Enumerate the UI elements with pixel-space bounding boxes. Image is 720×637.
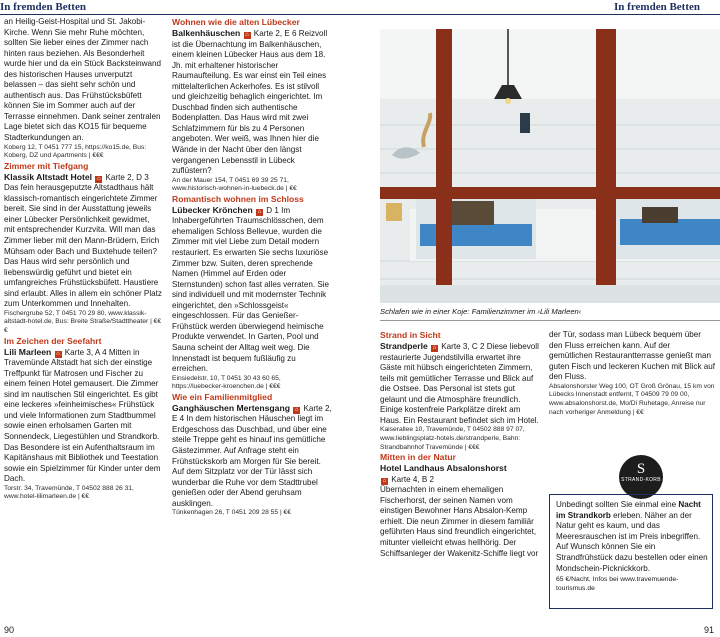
- header-rule: [0, 14, 720, 15]
- house-icon: ⌂: [56, 350, 60, 357]
- entry-body: [380, 341, 540, 426]
- entry-address: Fischergrube 52, T 0451 70 29 80, www.klassik-altstadt-hotel.de, Bus: Breite Straße/Stadttheater | €€€: [4, 309, 162, 335]
- entry-name: Klassik Altstadt Hotel: [4, 171, 93, 182]
- entry-name: Balkenhäuschen: [172, 28, 241, 38]
- column-2: [172, 17, 332, 518]
- section-heading: Wohnen wie die alten Lübecker: [172, 17, 300, 27]
- map-ref: Karte 4, B 2: [391, 474, 434, 484]
- entry-address: Tünkenhagen 26, T 0451 209 28 55 | €€: [172, 509, 291, 517]
- entry-address: Koberg 12, T 0451 777 15, https://ko15.de, Bus: Koberg, DZ und Apartments | €€€: [4, 143, 147, 160]
- bunk-room-photo: [380, 29, 720, 303]
- map-ref: Karte 2, D 3: [105, 172, 149, 182]
- entry-text: Reizvoll ist die Übernachtung im Balkenhäuschen, einem kleinen Lübecker Haus aus dem 18. Jh. mit erhaltener historischer Raumaufteilung. Es war einst ein Teil eines mittelalterlichen Ackerhofes. Es ist stilvoll und gleichzeitig behaglich eingerichtet. Im Duschbad finden sich authentische Bodenplatten. Das Haus wird mit zwei Schlafzimmern für bis zu 4 Personen angeboten. Wer weiß, was Ihnen hier die Wände in der Nacht über den längst vergangenen Lebensstil in Lübeck zuflüstern?: [172, 29, 328, 176]
- running-header-left: In fremden Betten: [0, 1, 86, 13]
- page-number-left: 90: [4, 625, 15, 635]
- entry-body: [172, 28, 332, 177]
- info-pre: Unbedingt sollten Sie einmal eine: [556, 500, 677, 509]
- entry-address: An der Mauer 154, T 0451 69 39 25 71, www.historisch-wohnen-in-luebeck.de | €€: [172, 176, 297, 193]
- intro-text: an Heilig-Geist-Hospital und St. Jakobi-Kirche. Wenn Sie mehr Ruhe möchten, sollten Sie lieber eines der Zimmer nach hinten raus beziehen. Als Besonderheit wurde hier und da ein Stück Backsteinwand des historischen Hauses unverputzt belassen – das sieht sehr schön und authentisch aus. Das Frühstücksbüfett können Sie im Sommer auch auf der Terrasse einnehmen. Dank seiner zentralen Lage bietet sich das KO15 für bequeme Stadterkundungen an.: [4, 17, 162, 143]
- house-icon: ⌂: [382, 477, 387, 484]
- entry-text: Das fein herausgeputzte Altstadthaus hält klassisch-romantisch eingerichtete Zimmer bereit. Sie sind in der Ausstattung jeweils einer Lübecker Persönlichkeit gewidmet, mit entsprechender Kurzvita. Will man das Zimmer lieber mit den Mann-Brüdern, Erich Mühsam oder Bach und Buxtehude teilen? Das Haus wird sehr persönlich und liebenswürdig geführt und bietet ein umfangreiches Frühstücksbüfett. Haustiere sind erlaubt. Alles in allem ein schöner Platz zum Unterkommen und Innehalten.: [4, 183, 162, 309]
- bunk-room-illustration: [380, 29, 720, 303]
- entry-address: Kaiserallee 10, Travemünde, T 04502 888 97 07, www.lieblingsplatz-hotels.de/strandperle, Bahn: Strandbahnhof Travemünde | €€€: [380, 426, 525, 451]
- entry-name: Hotel Landhaus Absalonshorst: [380, 463, 507, 474]
- entry-body: [172, 205, 332, 375]
- section-heading: Wie ein Familienmitglied: [172, 391, 273, 402]
- strandkorb-logo: [619, 455, 663, 499]
- column-3: [380, 330, 540, 559]
- section-heading: Romantisch wohnen im Schloss: [172, 193, 304, 204]
- photo-caption: Schlafen wie in einer Koje: Familienzimmer im ›Lili Marleen‹: [380, 307, 582, 316]
- map-ref: Karte 2, E 6: [253, 29, 297, 38]
- entry-body: [172, 403, 332, 509]
- entry-name: Lübecker Krönchen: [172, 204, 253, 215]
- entry-address: Einsiedelstr. 10, T 0451 30 43 60 65, https://luebecker-kroenchen.de | €€€: [172, 374, 281, 391]
- map-ref: Karte 3, A 4: [64, 347, 107, 357]
- house-icon: ⌂: [257, 208, 262, 215]
- section-heading: Zimmer mit Tiefgang: [4, 160, 89, 171]
- house-icon: ⌂: [432, 345, 437, 351]
- continued-text: der Tür, sodass man Lübeck bequem über den Fluss erreichen kann. Auf der gemütlichen Restaurantterrasse genießt man guten Fisch und leckeren Kuchen mit Blick auf den Fluss.: [549, 330, 716, 382]
- info-address: 65 €/Nacht, Infos bei www.travemuende-tourismus.de: [556, 576, 679, 592]
- entry-address: Torstr. 34, Travemünde, T 04502 888 26 31, www.hotel-lilimarleen.de | €€: [4, 484, 134, 501]
- logo-word: STRAND-KORB: [621, 477, 661, 483]
- entry-name: Lili Marleen: [4, 346, 52, 357]
- map-ref: Karte 3, C 2: [441, 342, 485, 351]
- map-ref: Karte 2, E 4: [172, 403, 332, 424]
- info-post: erleben. Näher an der Natur geht es kaum, und das Meeresrauschen ist im Preis inbegriffen. Auf Wunsch können Sie ein Strandfrühstück dazu bestellen oder einen Mondschein-Picknickkorb.: [556, 510, 708, 573]
- section-heading: Strand in Sicht: [380, 330, 441, 340]
- entry-name: Strandperle: [380, 341, 428, 351]
- house-icon: ⌂: [96, 175, 101, 182]
- column-1: [4, 17, 162, 502]
- caption-rule: [380, 320, 720, 321]
- info-bold: Nacht im Strandkorb: [556, 500, 701, 520]
- entry-address: Absalonshorster Weg 100, OT Groß Grönau, 15 km von Lübecks Innenstadt entfernt, T 04509 79 09 00, www.absalonshorst.de, Mo/Di Ruhetage, Anreise nur nach vorheriger Anmeldung | €€: [549, 382, 715, 416]
- entry-text: In dem historischen Häuschen liegt im Erdgeschoss das Duschbad, und über eine steile Treppe geht es hinauf ins gemütliche Gästezimmer. Auf Anfrage steht ein Frühstückskorb am Morgen für Sie bereit. Auf dem Sitzplatz vor der Tür lässt sich wunderbar die Ruhe vor dem Stadttrubel genießen oder der Abend geruhsam ausklingen.: [172, 414, 327, 508]
- entry-text: Im Inhabergeführten Traumschlösschen, dem ehemaligen Schloss Bellevue, wurden die Zimmer mit viel Liebe zum Detail modern restauriert. Es erwarten Sie sechs luxuriöse Zimmer bzw. Suiten, deren sprechende Namen (Himmel auf Erden oder Sternstunden) schon fast alles verraten. Sie sind individuell und mit modernster Technik eingerichtet, den »Schlossgeist« eingeschlossen. Für das Genießer-Frühstück werden überwiegend heimische Produkte verwendet. In Garten, Pool und Sauna scheint der Alltag weit weg. Die Innenstadt ist bequem fußläufig zu erreichen.: [172, 205, 330, 374]
- column-4: [549, 330, 715, 417]
- entry-text: Diese liebevoll restaurierte Jugendstilvilla erwartet ihre Gäste mit hübsch eingerichteten Zimmern, teils mit gemütlicher Terrasse und Blick auf die Ostsee. Das Personal ist stets gut gelaunt und die Atmosphäre freundlich. Einige kostenfreie Parkplätze direkt am Haus. Ein Restaurant befindet sich im Hotel.: [380, 342, 539, 425]
- entry-name: Ganghäuschen Mertensgang: [172, 402, 290, 413]
- entry-body: [4, 347, 162, 485]
- section-heading: Mitten in der Natur: [380, 452, 456, 463]
- page-number-right: 91: [703, 625, 714, 635]
- entry-text: Mitten in Travemünde Altstadt hat sich der einstige Treffpunkt für Matrosen und Fischer zu einem feinen Hotel gemausert. Die Zimmer sind im nautischen Stil eingerichtet. Es gibt eine leckeres »feinheimisches« Frühstück und viele Informationen zum Stadtbummel sowie einen erholsamen Garten mit Sonnendeck, Liegestühlen und Strandkorb. Das Besondere ist ein Aufenthaltsraum im Kapitänshaus mit Bibliothek und Teestation sowie ein Spielzimmer für Kinder unter dem Dach.: [4, 347, 161, 484]
- house-icon: ⌂: [245, 32, 249, 38]
- entry-body: [4, 172, 162, 310]
- section-heading: Im Zeichen der Seefahrt: [4, 335, 102, 346]
- running-header-right: In fremden Betten: [614, 1, 700, 13]
- house-icon: ⌂: [294, 406, 299, 413]
- entry-text: Übernachten in einem ehemaligen Fischerhorst, der seinen Namen vom einstigen Bewohner Hans Absalon-Kemp erhielt. Die neun Zimmer in diesem familiär geführten Haus sind freundlich eingerichtet, mitunter vielleicht etwas hellhörig. Der Schiffsanleger der Wakenitz-Schiffe liegt vor: [380, 485, 539, 558]
- entry-body: [380, 463, 540, 559]
- map-ref: D 1: [266, 205, 279, 215]
- info-box-text: [556, 500, 709, 593]
- logo-letter: S: [636, 461, 646, 477]
